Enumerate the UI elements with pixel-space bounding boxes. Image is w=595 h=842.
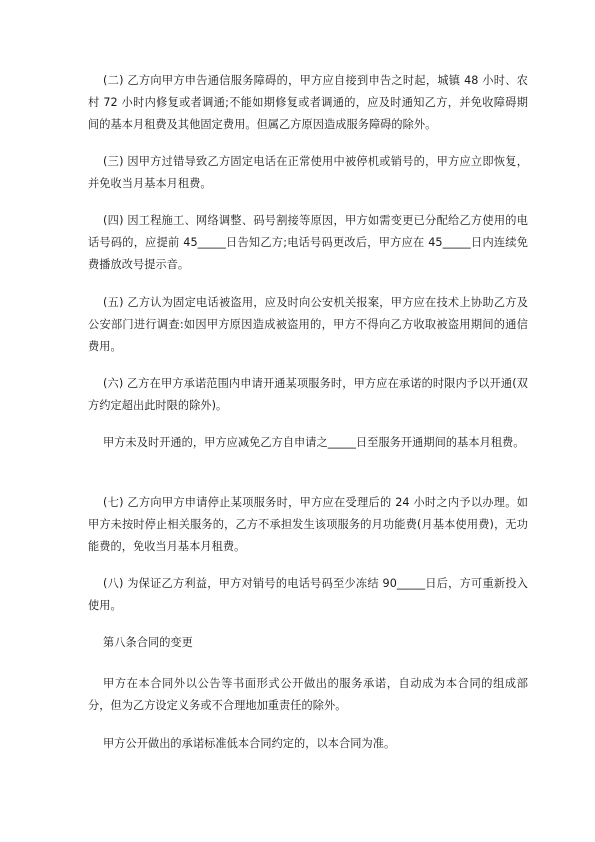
paragraph-clause-6: (六) 乙方在甲方承诺范围内申请开通某项服务时，甲方应在承诺的时限内予以开通(双方约定超出此时限的除外)。	[88, 377, 528, 412]
paragraph-clause-6-note: 甲方未及时开通的，甲方应减免乙方自申请之_____日至服务开通期间的基本月租费。	[103, 436, 525, 449]
paragraph-clause-8: (八) 为保证乙方利益，甲方对销号的电话号码至少冻结 90_____日后，方可重新投入使用。	[88, 577, 528, 612]
section-heading-article-8: 第八条合同的变更	[103, 636, 193, 649]
paragraph-article-8-body: 甲方在本合同外以公告等书面形式公开做出的服务承诺，自动成为本合同的组成部分，但为乙方设定义务或不合理地加重责任的除外。	[88, 677, 528, 712]
paragraph-clause-5: (五) 乙方认为固定电话被盗用，应及时向公安机关报案，甲方应在技术上协助乙方及公安部门进行调查:如因甲方原因造成被盗用的，甲方不得向乙方收取被盗用期间的通信费用。	[88, 296, 528, 353]
paragraph-clause-7: (七) 乙方向甲方申请停止某项服务时，甲方应在受理后的 24 小时之内予以办理。如甲方未按时停止相关服务的，乙方不承担发生该项服务的月功能费(月基本使用费)，无功能费的，免收当月基本月租费。	[88, 496, 528, 553]
paragraph-article-8-standard: 甲方公开做出的承诺标准低本合同约定的，以本合同为准。	[103, 737, 396, 750]
paragraph-clause-2: (二) 乙方向甲方申告通信服务障碍的，甲方应自接到申告之时起，城镇 48 小时、农村 72 小时内修复或者调通;不能如期修复或者调通的，应及时通知乙方，并免收障碍期间的基本月租费及其他固定费用。但属乙方原因造成服务障碍的除外。	[88, 74, 528, 131]
paragraph-clause-3: (三) 因甲方过错导致乙方固定电话在正常使用中被停机或销号的，甲方应立即恢复，并免收当月基本月租费。	[88, 155, 528, 190]
paragraph-clause-4: (四) 因工程施工、网络调整、码号割接等原因，甲方如需变更已分配给乙方使用的电话号码的，应提前 45_____日告知乙方;电话号码更改后，甲方应在 45_____日内连续免费播放改号提示音。	[88, 214, 528, 271]
